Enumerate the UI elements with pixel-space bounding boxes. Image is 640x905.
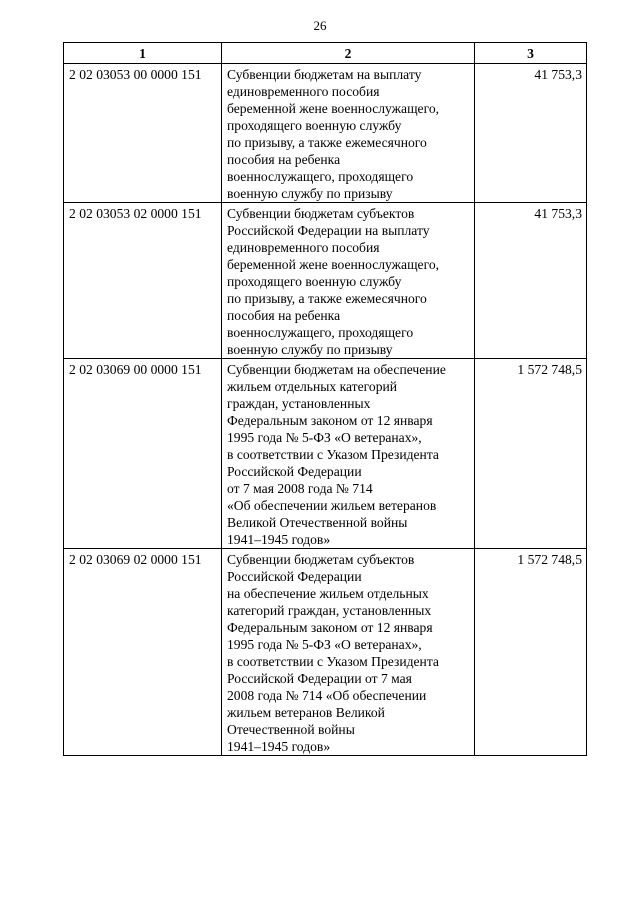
budget-code-cell: 2 02 03069 00 0000 151 (64, 359, 222, 549)
table-row (64, 549, 587, 756)
amount-cell: 41 753,3 (475, 64, 587, 203)
budget-code-cell: 2 02 03053 02 0000 151 (64, 203, 222, 359)
table-row (64, 203, 587, 359)
column-header-name: 2 (222, 43, 475, 64)
amount-cell: 1 572 748,5 (475, 359, 587, 549)
description-cell: Субвенции бюджетам субъектов Российской Федерации на выплату единовременного пособия беременной жене военнослужащего, проходящего военную службу по призыву, а также ежемесячного пособия на ребенка военнослужащего, проходящего военную службу по призыву (222, 203, 475, 359)
table-row (64, 359, 587, 549)
page-number: 26 (313, 18, 327, 33)
description-cell: Субвенции бюджетам на обеспечение жильем отдельных категорий граждан, установленных Федеральным законом от 12 января 1995 года № 5-ФЗ «О ветеранах», в соответствии с Указом Президента Российской Федерации от 7 мая 2008 года № 714 «Об обеспечении жильем ветеранов Великой Отечественной войны 1941–1945 годов» (222, 359, 475, 549)
table-header-row (64, 43, 587, 64)
budget-table (63, 42, 587, 756)
column-header-amount: 3 (475, 43, 587, 64)
budget-code-cell: 2 02 03069 02 0000 151 (64, 549, 222, 756)
amount-cell: 41 753,3 (475, 203, 587, 359)
amount-cell: 1 572 748,5 (475, 549, 587, 756)
description-cell: Субвенции бюджетам на выплату единовременного пособия беременной жене военнослужащего, проходящего военную службу по призыву, а также ежемесячного пособия на ребенка военнослужащего, проходящего военную службу по призыву (222, 64, 475, 203)
budget-code-cell: 2 02 03053 00 0000 151 (64, 64, 222, 203)
table-row (64, 64, 587, 203)
description-cell: Субвенции бюджетам субъектов Российской Федерации на обеспечение жильем отдельных категорий граждан, установленных Федеральным законом от 12 января 1995 года № 5-ФЗ «О ветеранах», в соответствии с Указом Президента Российской Федерации от 7 мая 2008 года № 714 «Об обеспечении жильем ветеранов Великой Отечественной войны 1941–1945 годов» (222, 549, 475, 756)
column-header-code: 1 (64, 43, 222, 64)
